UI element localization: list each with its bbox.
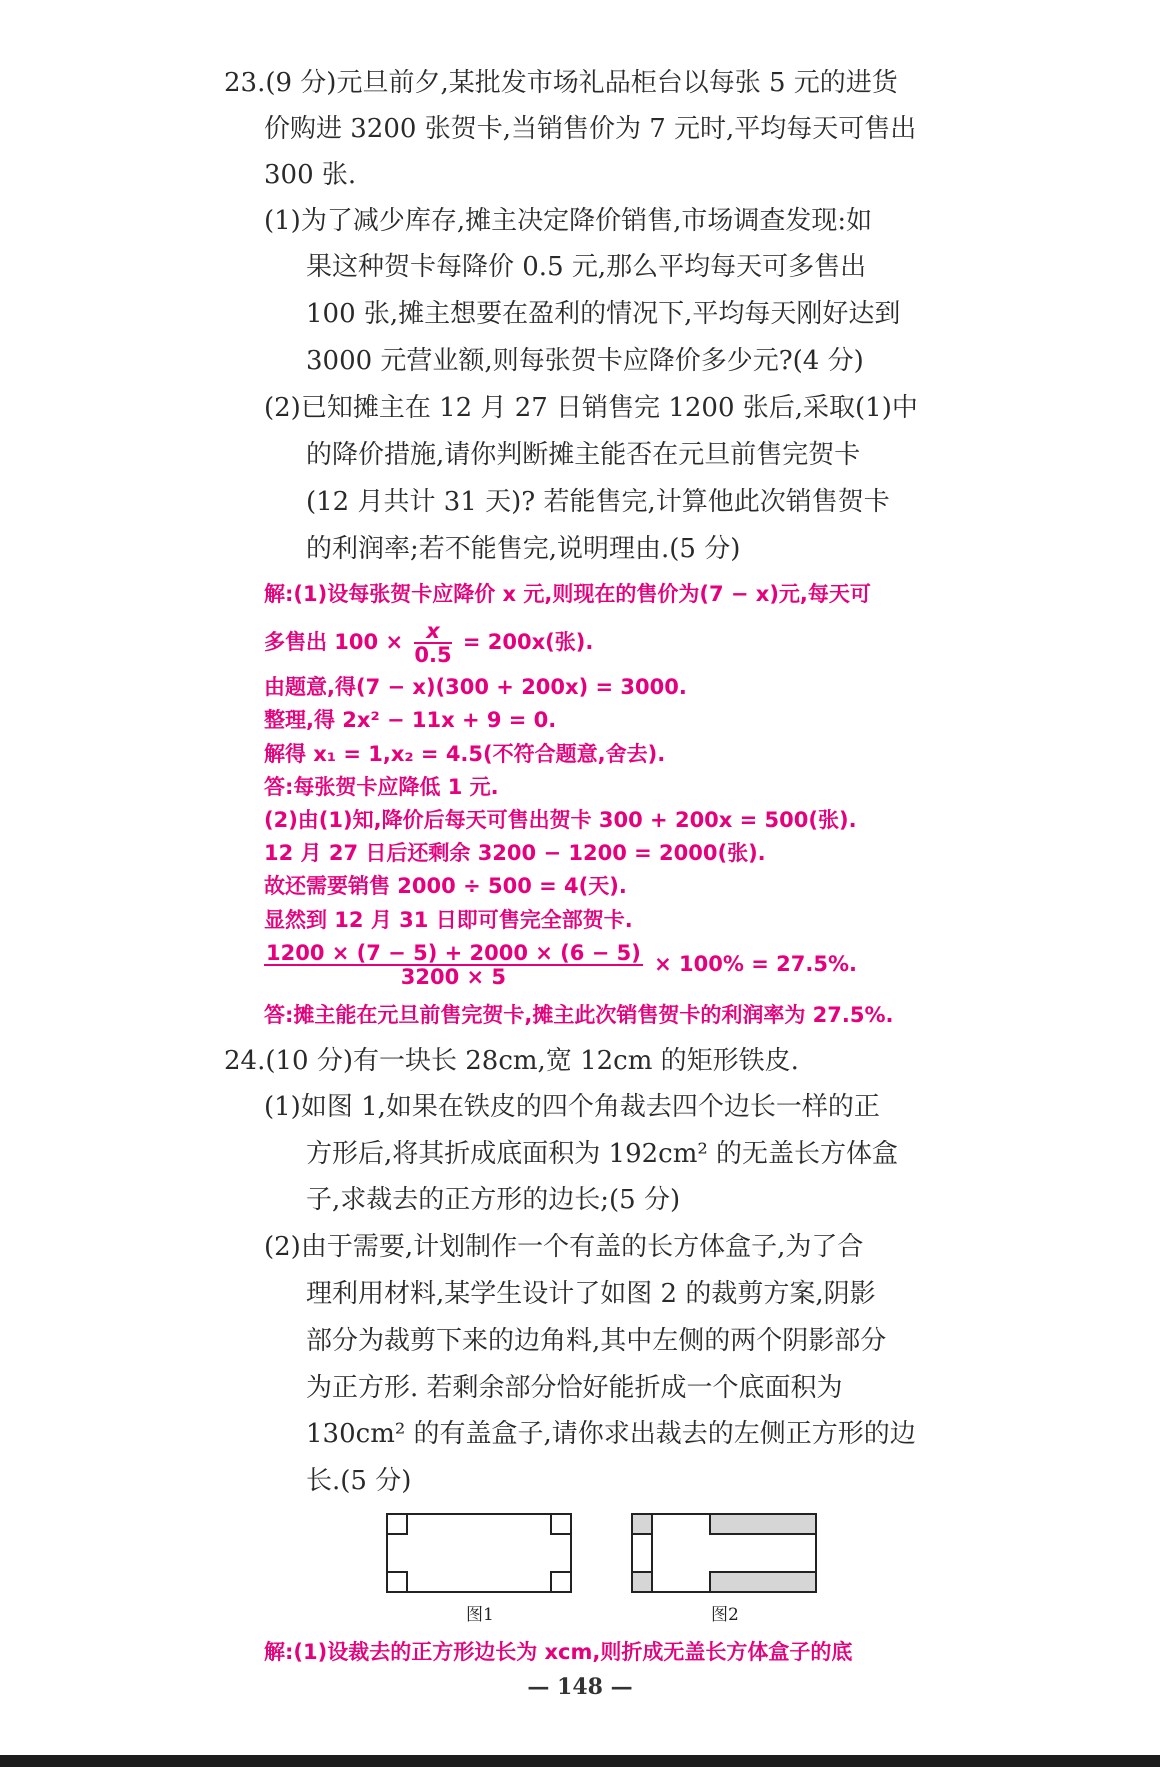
fig2-shaded-square-bottom <box>632 1572 652 1592</box>
q24-part2-line-5: 130cm² 的有盖盒子,请你求出裁去的左侧正方形的边 <box>306 1419 916 1449</box>
q23-profit-fraction <box>264 942 643 988</box>
fig2-shaded-strip-bottom <box>710 1572 816 1592</box>
q24-part1-line-3: 子,求裁去的正方形的边长;(5 分) <box>306 1185 681 1215</box>
q23-part1-line-4: 3000 元营业额,则每张贺卡应降价多少元?(4 分) <box>306 346 864 376</box>
q23-part1-line-3: 100 张,摊主想要在盈利的情况下,平均每天刚好达到 <box>306 299 901 329</box>
fig1-corner-square-br <box>551 1572 571 1592</box>
q23-stem-line-3: 300 张. <box>264 160 357 190</box>
q23-profit-numerator: 1200 × (7 − 5) + 2000 × (6 − 5) <box>266 941 641 965</box>
q24-part2-line-4: 为正方形. 若剩余部分恰好能折成一个底面积为 <box>306 1373 843 1403</box>
q23-solution-fraction <box>414 620 451 666</box>
q24-part2-line-3: 部分为裁剪下来的边角料,其中左侧的两个阴影部分 <box>306 1326 887 1356</box>
q23-part2-line-3: (12 月共计 31 天)? 若能售完,计算他此次销售贺卡 <box>306 487 890 517</box>
q23-profit-suffix: × 100% = 27.5%. <box>654 952 857 977</box>
q23-solution-line-8: 12 月 27 日后还剩余 3200 − 1200 = 2000(张). <box>264 841 766 865</box>
q24-stem: 24.(10 分)有一块长 28cm,宽 12cm 的矩形铁皮. <box>224 1046 799 1076</box>
q24-part1-line-2: 方形后,将其折成底面积为 192cm² 的无盖长方体盒 <box>306 1139 899 1169</box>
q24-part1-line-1: (1)如图 1,如果在铁皮的四个角裁去四个边长一样的正 <box>264 1092 880 1122</box>
fig2-shaded-square-top <box>632 1514 652 1534</box>
q23-profit-denominator: 3200 × 5 <box>400 965 507 990</box>
q23-solution-line-7: (2)由(1)知,降价后每天可售出贺卡 300 + 200x = 500(张). <box>264 808 857 832</box>
q23-solution-line-2-prefix: 多售出 100 × <box>264 630 404 655</box>
fig1-corner-square-tl <box>387 1514 407 1534</box>
q24-solution-line-1: 解:(1)设裁去的正方形边长为 xcm,则折成无盖长方体盒子的底 <box>264 1640 853 1664</box>
bottom-edge-bar <box>0 1755 1160 1767</box>
q24-part2-line-2: 理利用材料,某学生设计了如图 2 的裁剪方案,阴影 <box>306 1279 876 1309</box>
q23-fraction-numerator: x <box>414 620 451 644</box>
q23-solution-line-6: 答:每张贺卡应降低 1 元. <box>264 775 499 799</box>
q23-solution-line-12: 答:摊主能在元旦前售完贺卡,摊主此次销售贺卡的利润率为 27.5%. <box>264 1003 894 1027</box>
q24-part2-line-6: 长.(5 分) <box>306 1466 412 1496</box>
q23-solution-line-5: 解得 x₁ = 1,x₂ = 4.5(不符合题意,舍去). <box>264 742 666 766</box>
fig1-corner-square-bl <box>387 1572 407 1592</box>
q23-solution-line-4: 整理,得 2x² − 11x + 9 = 0. <box>264 708 557 732</box>
q23-part1-line-1: (1)为了减少库存,摊主决定降价销售,市场调查发现:如 <box>264 206 873 236</box>
fig1-corner-square-tr <box>551 1514 571 1534</box>
q23-part2-line-1: (2)已知摊主在 12 月 27 日销售完 1200 张后,采取(1)中 <box>264 393 918 423</box>
page-number: — 148 — <box>527 1674 633 1700</box>
q23-solution-line-3: 由题意,得(7 − x)(300 + 200x) = 3000. <box>264 675 687 699</box>
figure-2-diagram <box>630 1512 820 1596</box>
figure-1-caption: 图1 <box>466 1605 494 1625</box>
q24-part2-line-1: (2)由于需要,计划制作一个有盖的长方体盒子,为了合 <box>264 1232 864 1262</box>
q23-solution-line-2-suffix: = 200x(张). <box>462 630 594 655</box>
fig1-sheet <box>387 1514 571 1592</box>
q23-solution-line-11 <box>264 942 857 988</box>
q23-stem-line-2: 价购进 3200 张贺卡,当销售价为 7 元时,平均每天可售出 <box>264 114 917 144</box>
fig2-shaded-strip-top <box>710 1514 816 1534</box>
q23-solution-line-2 <box>264 620 593 666</box>
figure-1-diagram <box>385 1512 575 1596</box>
figure-2-caption: 图2 <box>711 1605 739 1625</box>
q23-fraction-denominator: 0.5 <box>414 643 452 668</box>
q23-part2-line-4: 的利润率;若不能售完,说明理由.(5 分) <box>306 534 741 564</box>
q23-part2-line-2: 的降价措施,请你判断摊主能否在元旦前售完贺卡 <box>306 440 861 470</box>
q23-solution-line-10: 显然到 12 月 31 日即可售完全部贺卡. <box>264 908 633 932</box>
q23-solution-line-1: 解:(1)设每张贺卡应降价 x 元,则现在的售价为(7 − x)元,每天可 <box>264 582 871 606</box>
q23-solution-line-9: 故还需要销售 2000 ÷ 500 = 4(天). <box>264 874 627 898</box>
q23-part1-line-2: 果这种贺卡每降价 0.5 元,那么平均每天可多售出 <box>306 252 867 282</box>
q23-stem-line-1: 23.(9 分)元旦前夕,某批发市场礼品柜台以每张 5 元的进货 <box>224 68 898 98</box>
